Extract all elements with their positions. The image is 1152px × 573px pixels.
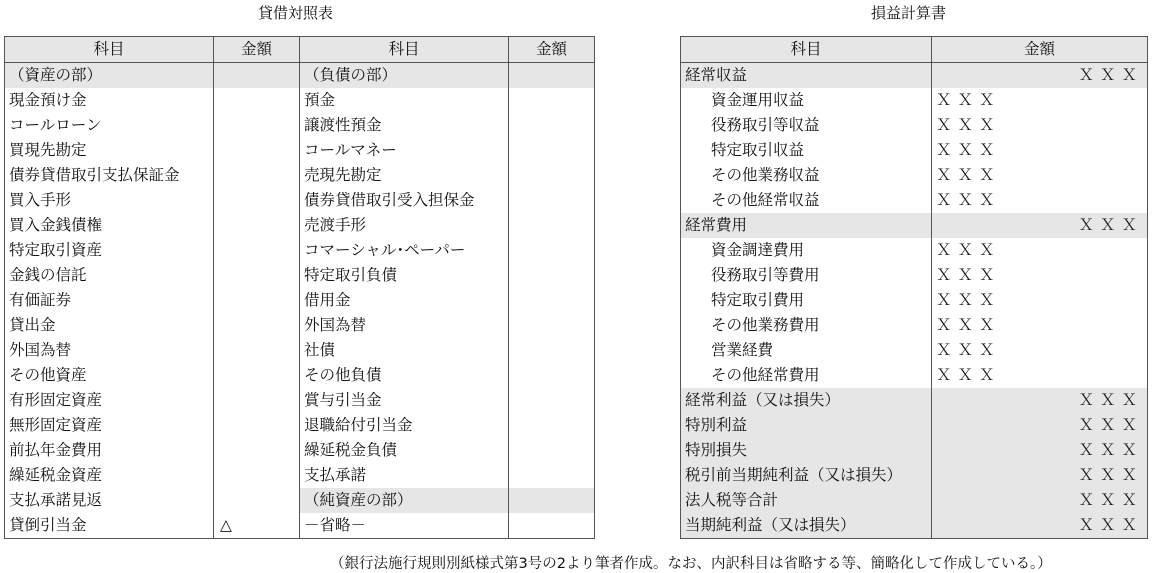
liability-amount (509, 463, 595, 488)
table-row (5, 513, 595, 539)
asset-subject: 前払年金費用 (5, 438, 214, 463)
liability-amount (509, 238, 595, 263)
liability-amount (509, 288, 595, 313)
table-row (681, 363, 1148, 388)
asset-amount (214, 313, 300, 338)
item-amount: ＸＸＸ (932, 413, 1148, 438)
item-subject: 特別損失 (681, 438, 932, 463)
asset-amount (214, 338, 300, 363)
liability-amount (509, 63, 595, 89)
table-row (5, 188, 595, 213)
item-subject: その他業務費用 (681, 313, 932, 338)
asset-amount (214, 163, 300, 188)
asset-amount (214, 88, 300, 113)
income-statement-title: 損益計算書 (871, 4, 947, 22)
header-subject: 科目 (300, 37, 509, 63)
table-row (681, 513, 1148, 539)
asset-subject: 買入金銭債権 (5, 213, 214, 238)
liability-amount (509, 88, 595, 113)
liability-subject: 売現先勘定 (300, 163, 509, 188)
asset-amount (214, 363, 300, 388)
asset-subject: 繰延税金資産 (5, 463, 214, 488)
header-amount: 金額 (932, 37, 1148, 63)
table-row (5, 113, 595, 138)
item-amount: ＸＸＸ (932, 288, 1148, 313)
liability-subject: 退職給付引当金 (300, 413, 509, 438)
item-amount: ＸＸＸ (932, 138, 1148, 163)
liability-subject: （純資産の部） (300, 488, 509, 513)
item-amount: ＸＸＸ (932, 88, 1148, 113)
asset-amount (214, 438, 300, 463)
table-row (681, 238, 1148, 263)
item-subject: 役務取引等収益 (681, 113, 932, 138)
header-amount: 金額 (509, 37, 595, 63)
liability-amount (509, 263, 595, 288)
liability-amount (509, 438, 595, 463)
liability-subject: 社債 (300, 338, 509, 363)
asset-amount (214, 413, 300, 438)
item-amount: ＸＸＸ (932, 363, 1148, 388)
table-row (5, 388, 595, 413)
table-row (681, 388, 1148, 413)
income-statement-table (680, 36, 1148, 539)
source-note: （銀行法施行規則別紙様式第3号の2より筆者作成。なお、内訳科目は省略する等、簡略化して作成している。） (330, 556, 1052, 572)
asset-amount (214, 388, 300, 413)
asset-subject: 金銭の信託 (5, 263, 214, 288)
item-amount: ＸＸＸ (932, 313, 1148, 338)
table-row (681, 163, 1148, 188)
item-amount: ＸＸＸ (932, 338, 1148, 363)
item-amount: ＸＸＸ (932, 513, 1148, 539)
liability-subject: 支払承諾 (300, 463, 509, 488)
asset-subject: 貸出金 (5, 313, 214, 338)
item-subject: 役務取引等費用 (681, 263, 932, 288)
item-subject: 当期純利益（又は損失） (681, 513, 932, 539)
item-amount: ＸＸＸ (932, 213, 1148, 238)
table-row (5, 63, 595, 89)
table-row (681, 138, 1148, 163)
item-subject: 経常利益（又は損失） (681, 388, 932, 413)
liability-amount (509, 213, 595, 238)
liability-subject: 売渡手形 (300, 213, 509, 238)
table-row (681, 113, 1148, 138)
asset-amount (214, 138, 300, 163)
asset-subject: 特定取引資産 (5, 238, 214, 263)
table-row (5, 438, 595, 463)
liability-amount (509, 363, 595, 388)
table-row (681, 288, 1148, 313)
asset-subject: 現金預け金 (5, 88, 214, 113)
item-subject: その他経常収益 (681, 188, 932, 213)
asset-amount (214, 488, 300, 513)
table-row (681, 63, 1148, 89)
liability-subject: 繰延税金負債 (300, 438, 509, 463)
item-subject: 特別利益 (681, 413, 932, 438)
table-row (5, 138, 595, 163)
liability-subject: （負債の部） (300, 63, 509, 89)
liability-subject: コールマネー (300, 138, 509, 163)
liability-subject: 債券貸借取引受入担保金 (300, 188, 509, 213)
asset-subject: 外国為替 (5, 338, 214, 363)
item-amount: ＸＸＸ (932, 113, 1148, 138)
item-subject: その他経常費用 (681, 363, 932, 388)
table-row (5, 88, 595, 113)
item-amount: ＸＸＸ (932, 388, 1148, 413)
table-row (681, 213, 1148, 238)
table-row (5, 163, 595, 188)
balance-sheet-table (4, 36, 595, 539)
item-amount: ＸＸＸ (932, 238, 1148, 263)
table-row (681, 88, 1148, 113)
asset-amount (214, 288, 300, 313)
item-amount: ＸＸＸ (932, 438, 1148, 463)
table-row (681, 313, 1148, 338)
liability-subject: コマーシャル･ペーパー (300, 238, 509, 263)
liability-amount (509, 138, 595, 163)
asset-amount (214, 263, 300, 288)
asset-subject: 買現先勘定 (5, 138, 214, 163)
table-row (681, 463, 1148, 488)
liability-subject: 預金 (300, 88, 509, 113)
asset-subject: 買入手形 (5, 188, 214, 213)
item-amount: ＸＸＸ (932, 488, 1148, 513)
asset-amount (214, 238, 300, 263)
asset-subject: 無形固定資産 (5, 413, 214, 438)
liability-amount (509, 488, 595, 513)
liability-subject: 借用金 (300, 288, 509, 313)
liability-subject: その他負債 (300, 363, 509, 388)
liability-amount (509, 513, 595, 539)
asset-subject: コールローン (5, 113, 214, 138)
table-row (681, 263, 1148, 288)
item-subject: 営業経費 (681, 338, 932, 363)
table-row (681, 438, 1148, 463)
table-row (681, 338, 1148, 363)
item-subject: 経常費用 (681, 213, 932, 238)
item-amount: ＸＸＸ (932, 163, 1148, 188)
balance-sheet-title: 貸借対照表 (258, 4, 334, 22)
item-amount: ＸＸＸ (932, 188, 1148, 213)
table-row (5, 463, 595, 488)
table-row (681, 188, 1148, 213)
asset-subject: その他資産 (5, 363, 214, 388)
liability-subject: 譲渡性預金 (300, 113, 509, 138)
table-row (681, 413, 1148, 438)
item-subject: 特定取引収益 (681, 138, 932, 163)
liability-amount (509, 163, 595, 188)
liability-amount (509, 313, 595, 338)
item-subject: 資金調達費用 (681, 238, 932, 263)
item-subject: 経常収益 (681, 63, 932, 89)
item-subject: 資金運用収益 (681, 88, 932, 113)
asset-subject: 貸倒引当金 (5, 513, 214, 539)
asset-amount (214, 113, 300, 138)
item-amount: ＸＸＸ (932, 263, 1148, 288)
asset-amount (214, 188, 300, 213)
item-amount: ＸＸＸ (932, 463, 1148, 488)
liability-amount (509, 113, 595, 138)
table-row (5, 263, 595, 288)
liability-subject: 賞与引当金 (300, 388, 509, 413)
liability-amount (509, 338, 595, 363)
liability-subject: 特定取引負債 (300, 263, 509, 288)
item-subject: その他業務収益 (681, 163, 932, 188)
table-row (5, 313, 595, 338)
liability-amount (509, 188, 595, 213)
table-row (681, 488, 1148, 513)
liability-subject: 外国為替 (300, 313, 509, 338)
liability-amount (509, 413, 595, 438)
table-row (5, 238, 595, 263)
asset-amount (214, 63, 300, 89)
asset-subject: 支払承諾見返 (5, 488, 214, 513)
table-row (5, 413, 595, 438)
item-subject: 税引前当期純利益（又は損失） (681, 463, 932, 488)
header-subject: 科目 (681, 37, 932, 63)
item-subject: 法人税等合計 (681, 488, 932, 513)
asset-amount (214, 463, 300, 488)
table-row (5, 213, 595, 238)
table-row (5, 338, 595, 363)
asset-subject: 有価証券 (5, 288, 214, 313)
asset-amount: △ (214, 513, 300, 539)
liability-amount (509, 388, 595, 413)
table-row (5, 488, 595, 513)
asset-subject: 債券貸借取引支払保証金 (5, 163, 214, 188)
item-amount: ＸＸＸ (932, 63, 1148, 89)
liability-subject: －省略－ (300, 513, 509, 539)
asset-subject: （資産の部） (5, 63, 214, 89)
table-row (5, 363, 595, 388)
asset-amount (214, 213, 300, 238)
asset-subject: 有形固定資産 (5, 388, 214, 413)
table-row (5, 288, 595, 313)
item-subject: 特定取引費用 (681, 288, 932, 313)
header-subject: 科目 (5, 37, 214, 63)
header-amount: 金額 (214, 37, 300, 63)
